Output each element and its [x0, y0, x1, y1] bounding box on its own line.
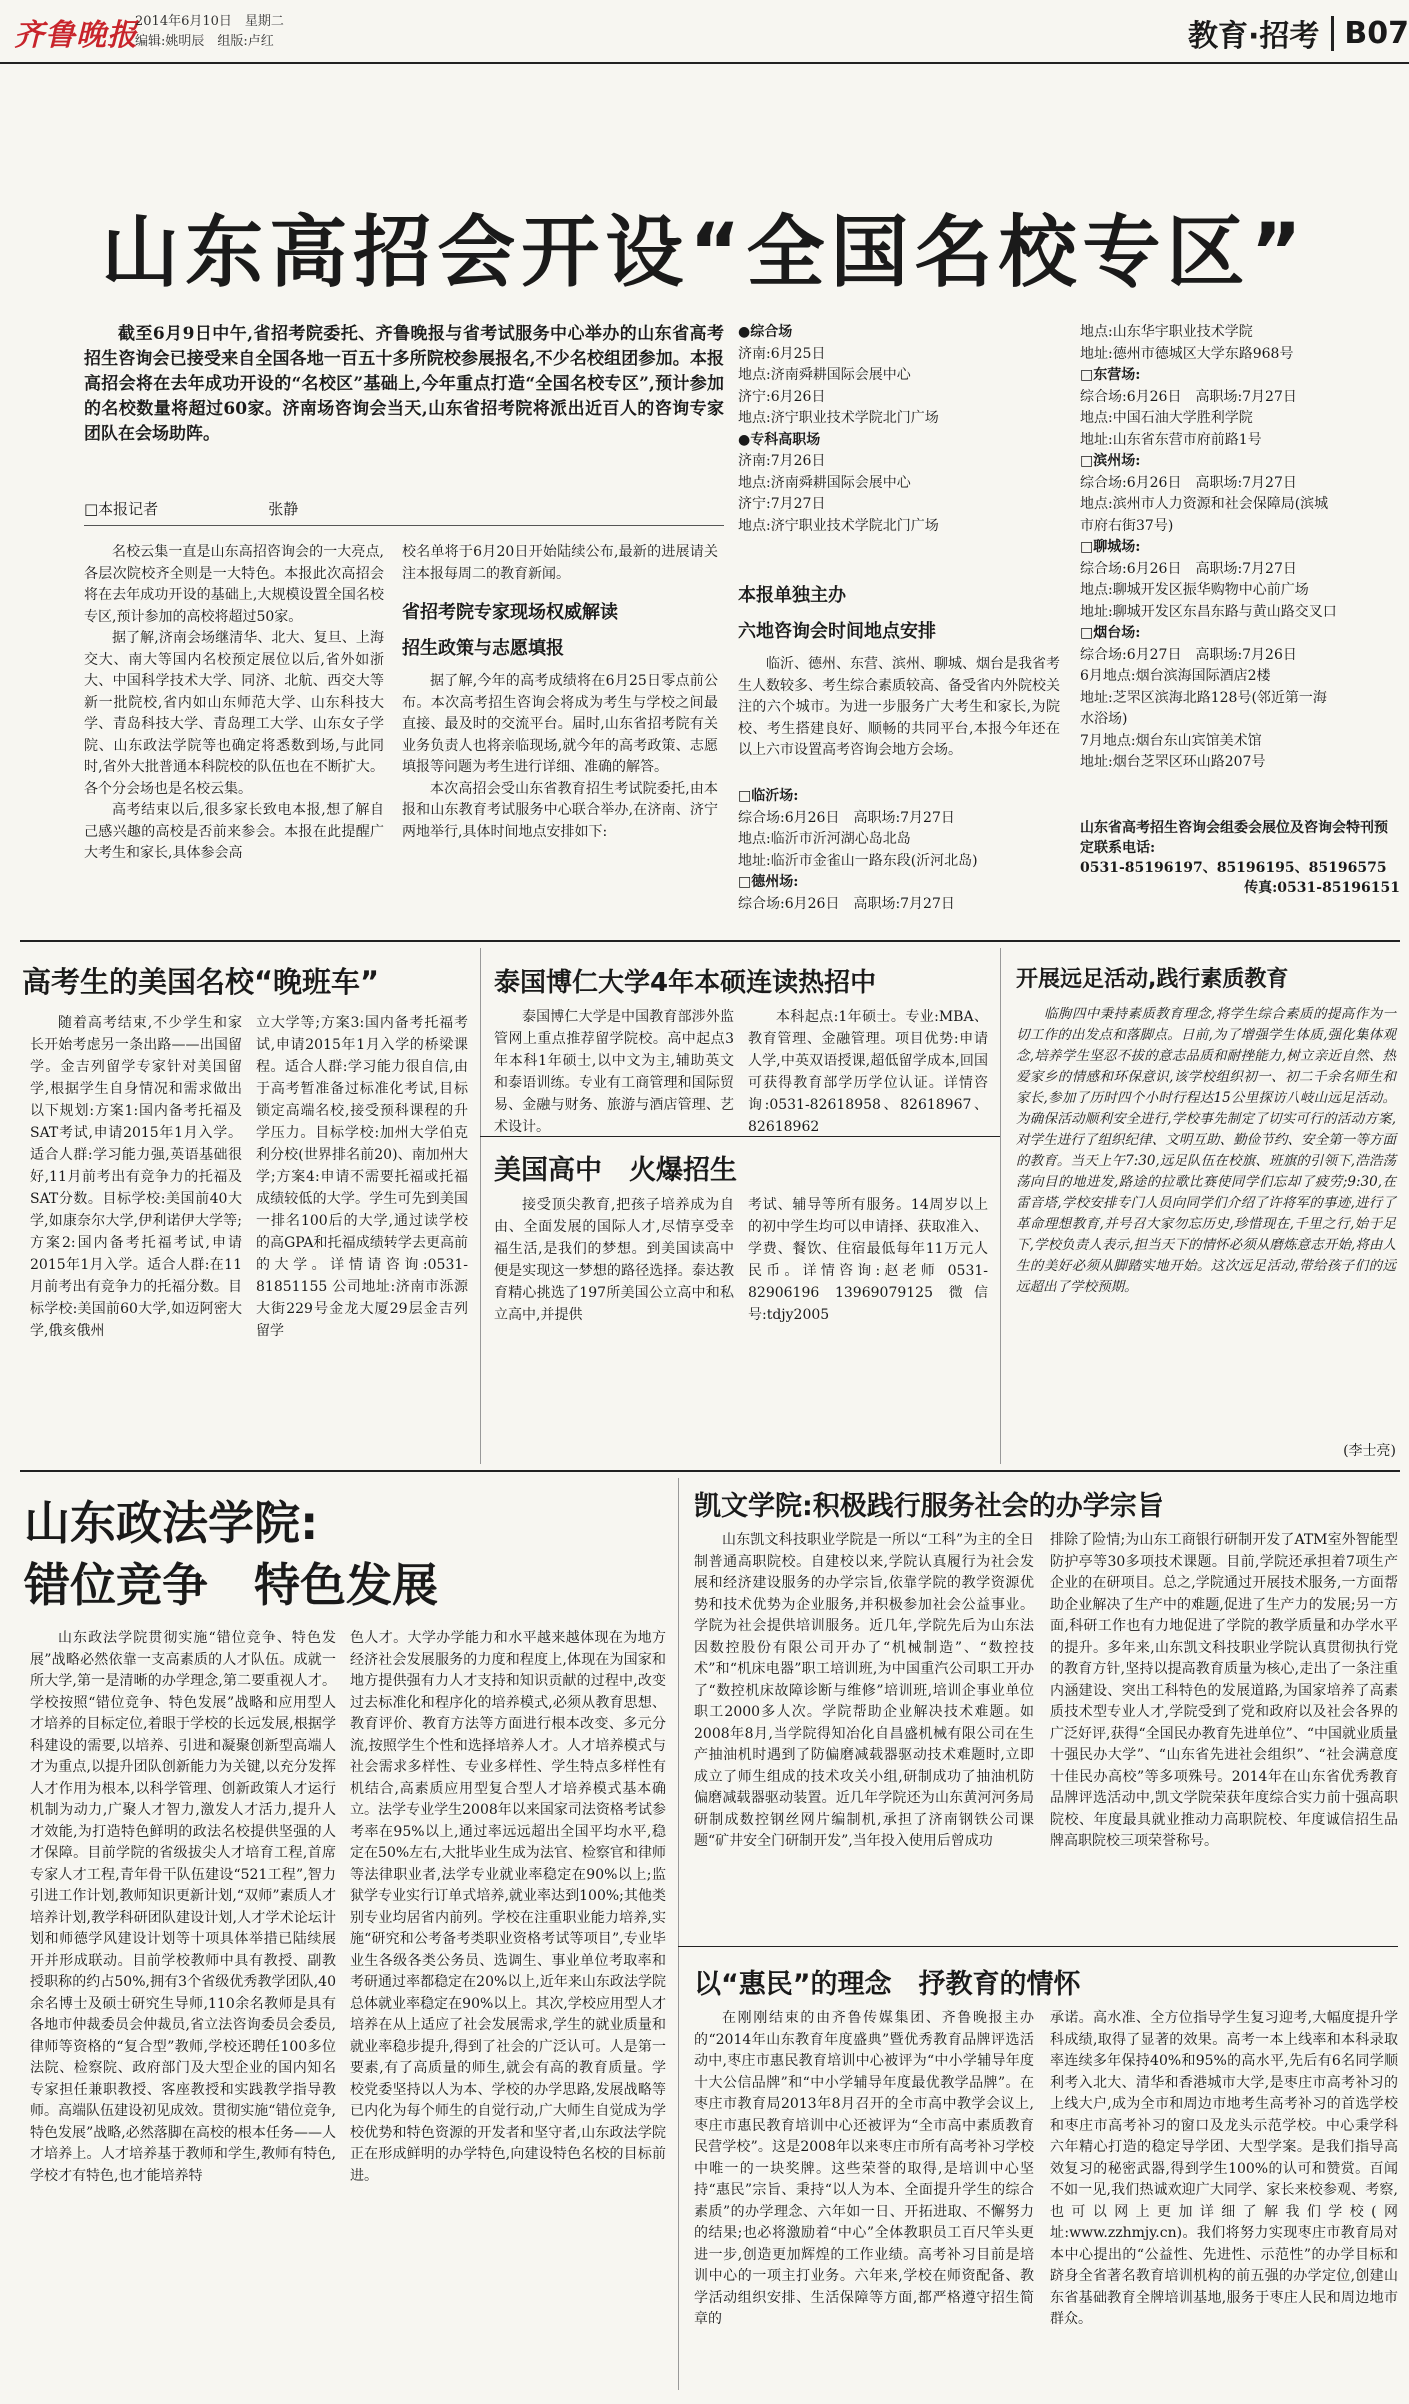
city-list-a: [738, 786, 1060, 915]
lead-headline: 山东高招会开设“全国名校专区”: [101, 208, 1308, 298]
list-item: 济宁:7月27日: [738, 496, 826, 512]
list-item: 地点:滨州市人力资源和社会保障局(滨城: [1080, 496, 1329, 512]
list-item: 济南:7月26日: [738, 453, 826, 469]
paragraph: 名校云集一直是山东高招咨询会的一大亮点,各层次院校齐全则是一大特色。本报此次高招会将在去年成功开设的基础上,大规模设置全国名校专区,预计参加的高校将超过50家。: [84, 544, 384, 625]
divider: [20, 940, 1400, 942]
list-item: 综合场:6月26日 高职场:7月27日: [1080, 388, 1297, 405]
subhead: 招生政策与志愿填报: [402, 638, 564, 659]
contact-block: [1080, 818, 1400, 898]
city-list-b: [1080, 322, 1400, 774]
subhead: 省招考院专家现场权威解读: [402, 602, 618, 623]
list-item: 地点:中国石油大学胜利学院: [1080, 410, 1253, 426]
list-item: 6月地点:烟台滨海国际酒店2楼: [1080, 668, 1271, 684]
article-column: 在刚刚结束的由齐鲁传媒集团、齐鲁晚报主办的“2014年山东教育年度盛典”暨优秀教育品牌评选活动中,枣庄市惠民教育培训中心被评为“中小学辅导年度十大公信品牌”和“中小学辅导年度最优教学品牌”。在枣庄市教育局2013年8月召开的全市高中教学会议上,枣庄市惠民教育培训中心还被评为“全市高中素质教育民营学校”。这是2008年以来枣庄市所有高考补习学校中唯一的一块奖牌。这些荣誉的取得,是培训中心坚持“惠民”宗旨、秉持“以人为本、全面提升学生的综合素质”的办学理念、六年如一日、开拓进取、不懈努力的结果;也必将激励着“中心”全体教职员工百尺竿头更进一步,创造更加辉煌的工作业绩。高考补习目前是培训中心的一项主打业务。六年来,学校在师资配备、教学活动组织安排、生活保障等方面,都严格遵守招生简章的: [694, 2010, 1034, 2327]
list-item: 地点:山东华宇职业技术学院: [1080, 324, 1253, 340]
list-item: 地点:聊城开发区振华购物中心前广场: [1080, 582, 1309, 598]
masthead-logo: 齐鲁晚报: [14, 18, 138, 53]
article-column: 山东凯文科技职业学院是一所以“工科”为主的全日制普通高职院校。自建校以来,学院认真履行为社会发展和经济建设服务的办学宗旨,依靠学院的教学资源优势和技术优势为企业服务,并积极参加社会公益事业。学院为社会提供培训服务。近几年,学院先后为山东法因数控股份有限公司开办了“机械制造”、“数控技术”和“机床电器”职工培训班,为中国重汽公司职工开办了“数控机床故障诊断与维修”培训班,培训企事业单位职工2000多人次。学院帮助企业解决技术难题。如2008年8月,当学院得知冶化自昌盛机械有限公司在生产抽油机时遇到了防偏磨减载器驱动技术难题时,立即成立了师生组成的技术攻关小组,研制成功了抽油机防偏磨减载器驱动装置。近几年学院还为山东黄河河务局研制成数控钢丝网片编制机,承担了济南钢铁公司课题“矿井安全门研制开发”,当年投入使用后曾成功: [694, 1532, 1034, 1849]
article-column: 考试、辅导等所有服务。14周岁以上的初中学生均可以申请择、获取准入、学费、餐饮、住宿最低每年11万元人民币。详情咨询:赵老师 0531-82906196 13969079125 微信号:tdjy2005: [748, 1197, 988, 1323]
section-label: [1188, 14, 1409, 52]
divider: [1000, 948, 1001, 1464]
list-item: 综合场:6月26日 高职场:7月27日: [738, 809, 955, 826]
list-heading: □临沂场:: [738, 788, 799, 804]
article-headline: 开展远足活动,践行素质教育: [1016, 967, 1289, 992]
page-number: B07: [1331, 16, 1409, 51]
article-column: 立大学等;方案3:国内备考托福考试,申请2015年1月入学的桥梁课程。适合人群:学习能力很自信,由于高考暂准备过标准化考试,目标锁定高端名校,接受预科课程的升学压力。目标学校:加州大学伯克利分校(世界排名前20)、南加州大学;方案4:申请不需要托福或托福成绩较低的大学。学生可先到美国一排名100后的大学,通过读学校的高GPA和托福成绩转学去更高前的大学。详情请咨询:0531-81851155 公司地址:济南市泺源大街229号金龙大厦29层金吉列留学: [256, 1015, 468, 1339]
article-headline: 凯文学院:积极践行服务社会的办学宗旨: [694, 1491, 1164, 1522]
list-heading: □东营场:: [1080, 367, 1141, 383]
list-item: 济南:6月25日: [738, 345, 826, 362]
section-name: 教育·招考: [1187, 19, 1320, 54]
page-header: [0, 0, 1409, 64]
exclusive-block: [738, 578, 1060, 762]
issue-date: 2014年6月10日 星期二: [135, 14, 284, 29]
paragraph: 临沂、德州、东营、滨州、聊城、烟台是我省考生人数较多、考生综合素质较高、备受省内外院校关注的六个城市。为进一步服务广大考生和家长,为院校、考生搭建良好、顺畅的共同平台,本报今年还在以上六市设置高考咨询会地方会场。: [738, 656, 1060, 758]
issue-meta: [135, 12, 284, 52]
headline-line: 错位竞争 特色发展: [24, 1558, 438, 1612]
list-item: 综合场:6月26日 高职场:7月27日: [738, 895, 955, 912]
editors-line: 编辑:姚明辰 组版:卢红: [135, 34, 274, 49]
list-heading: □德州场:: [738, 874, 799, 890]
lead-paragraph: 截至6月9日中午,省招考院委托、齐鲁晚报与省考试服务中心举办的山东省高考招生咨询会已接受来自全国各地一百五十多所院校参展报名,不少名校组团参加。本报高招会将在去年成功开设的“名校区”基础上,今年重点打造“全国名校专区”,预计参加的名校数量将超过60家。济南场咨询会当天,山东省招考院将派出近百人的咨询专家团队在会场助阵。: [84, 324, 724, 444]
list-heading: □滨州场:: [1080, 453, 1141, 469]
divider: [678, 1478, 679, 2390]
list-item: 济宁:6月26日: [738, 388, 826, 405]
list-item: 地址:聊城开发区东昌东路与黄山路交叉口: [1080, 603, 1337, 620]
list-item: 地点:济南舜耕国际会展中心: [738, 474, 911, 491]
paragraph: 校名单将于6月20日开始陆续公布,最新的进展请关注本报每周二的教育新闻。: [402, 544, 718, 582]
list-item: 地址:德州市德城区大学东路968号: [1080, 345, 1294, 362]
list-item: 综合场:6月26日 高职场:7月27日: [1080, 474, 1297, 491]
schedule-list: [738, 322, 1058, 537]
list-item: 水浴场): [1080, 711, 1128, 727]
paragraph: 据了解,济南会场继清华、北大、复旦、上海交大、南大等国内名校预定展位以后,省外如浙大、中国科学技术大学、同济、北航、西交大等新一批院校,省内如山东师范大学、山东科技大学、青岛科技大学、青岛理工大学、山东女子学院、山东政法学院等也确定将悉数到场,与此同时,省外大批普通本科院校的队伍也在不断扩大。各个分会场也是名校云集。: [84, 630, 384, 797]
byline-name: 张静: [268, 500, 299, 518]
article-column: 泰国博仁大学是中国教育部涉外监管网上重点推荐留学院校。高中起点3年本科1年硕士,以中文为主,辅助英文和泰语训练。专业有工商管理和国际贸易、金融与财务、旅游与酒店管理、艺术设计。: [494, 1009, 734, 1135]
list-heading: □烟台场:: [1080, 625, 1141, 641]
lead-column-2: [402, 542, 718, 843]
list-item: 市府右街37号): [1080, 517, 1174, 534]
subhead: 六地咨询会时间地点安排: [738, 621, 936, 642]
article-column: 本科起点:1年硕士。专业:MBA、教育管理、金融管理。项目优势:申请人学,中英双语授课,超低留学成本,回国可获得教育部学历学位认证。详情咨询:0531-82618958、82618967、82618962: [748, 1009, 988, 1135]
paragraph: 高考结束以后,很多家长致电本报,想了解自己感兴趣的高校是否前来参会。本报在此提醒广大考生和家长,具体参会高: [84, 802, 384, 861]
list-item: 综合场:6月26日 高职场:7月27日: [1080, 560, 1297, 577]
contact-fax: 传真:0531-85196151: [1244, 880, 1400, 896]
list-item: 地址:烟台芝罘区环山路207号: [1080, 754, 1266, 770]
list-heading: □聊城场:: [1080, 539, 1141, 555]
lead-column-1: [84, 542, 384, 865]
list-item: 地点:济宁职业技术学院北门广场: [738, 410, 939, 426]
list-item: 地址:临沂市金雀山一路东段(沂河北岛): [738, 852, 978, 869]
article-column: 接受顶尖教育,把孩子培养成为自由、全面发展的国际人才,尽情享受幸福生活,是我们的梦想。到美国读高中便是实现这一梦想的路径选择。泰达教育精心挑选了197所美国公立高中和私立高中,并提供: [494, 1197, 734, 1323]
subhead: 本报单独主办: [738, 585, 846, 606]
list-item: 地点:济南舜耕国际会展中心: [738, 367, 911, 383]
article-headline: 以“惠民”的理念 抒教育的情怀: [694, 1969, 1081, 2000]
article-headline: 泰国博仁大学4年本硕连读热招中: [494, 968, 877, 998]
headline-line: 山东政法学院:: [24, 1496, 319, 1550]
list-item: 地址:山东省东营市府前路1号: [1080, 431, 1262, 448]
list-heading: ●综合场: [738, 324, 793, 340]
list-item: 7月地点:烟台东山宾馆美术馆: [1080, 732, 1262, 749]
contact-title: 山东省高考招生咨询会组委会展位及咨询会特刊预定联系电话:: [1080, 820, 1388, 856]
byline: [84, 498, 724, 526]
list-heading: ●专科高职场: [738, 431, 821, 448]
article-headline: 高考生的美国名校“晚班车”: [22, 965, 380, 999]
article-body: 临朐四中秉持素质教育理念,将学生综合素质的提高作为一切工作的出发点和落脚点。日前,为了增强学生体质,强化集体观念,培养学生坚忍不拔的意志品质和耐挫能力,树立亲近自然、热爱家乡的情感和环保意识,该学校组织初一、初二千余名师生和家长,参加了历时四个小时行程达15公里探访八岐山远足活动。为确保活动顺利安全进行,学校事先制定了切实可行的活动方案,对学生进行了组织纪律、文明互助、勤俭节约、安全第一等方面的教育。当天上午7:30,远足队伍在校旗、班旗的引领下,浩浩荡荡向目的地进发,路途的拉歌比赛使同学们忘却了疲劳;9:30,在雷音塔,学校安排专门人员向同学们介绍了许将军的事迹,进行了革命理想教育,并号召大家勿忘历史,珍惜现在,千里之行,始于足下,学校负责人表示,担当天下的情怀必须从磨炼意志开始,将由人生的美好必须从脚踏实地开始。这次远足活动,带给孩子们的远远超出了学校预期。: [1016, 1006, 1396, 1295]
article-author: (李士亮): [1343, 1443, 1396, 1459]
article-column: 山东政法学院贯彻实施“错位竞争、特色发展”战略必然依靠一支高素质的人才队伍。成就一所大学,第一是清晰的办学理念,第二要重视人才。学校按照“错位竞争、特色发展”战略和应用型人才培养的目标定位,着眼于学校的长远发展,根据学科建设的需要,以培养、引进和凝聚创新型高端人才为重点,以提升团队创新能力为关键,以充分发挥人才作用为根本,以科学管理、创新政策人才运行机制为动力,广聚人才智力,激发人才活力,提升人才效能,为打造特色鲜明的政法名校提供坚强的人才保障。目前学院的省级拔尖人才培育工程,首席专家人才工程,青年骨干队伍建设“521工程”,智力引进工作计划,教师知识更新计划,“双师”素质人才培养计划,教学科研团队建设计划,人才学术论坛计划和师德学风建设计划等十项具体举措已陆续展开并形成联动。目前学校教师中具有教授、副教授职称的约占50%,拥有3个省级优秀教学团队,40余名博士及硕士研究生导师,110余名教师是具有各地市仲裁委员会仲裁员,省立法咨询委员会委员,律师等资格的“复合型”教师,学校还聘任100多位法院、检察院、政府部门及大型企业的国内知名专家担任兼职教授、客座教授和实践教学指导教师。高端队伍建设初见成效。贯彻实施“错位竞争,特色发展”战略,必然落脚在高校的根本任务——人才培养上。人才培养基于教师和学生,教师有特色,学校才有特色,也才能培养特: [30, 1630, 336, 2184]
list-item: 综合场:6月27日 高职场:7月26日: [1080, 646, 1297, 663]
article-column: 随着高考结束,不少学生和家长开始考虑另一条出路——出国留学。金吉列留学专家针对美国留学,根据学生自身情况和需求做出以下规划:方案1:国内备考托福及SAT考试,申请2015年1月入学。适合人群:学习能力强,英语基础很好,11月前考出有竞争力的托福及SAT分数。目标学校:美国前40大学,如康奈尔大学,伊利诺伊大学等;方案2:国内备考托福考试,申请2015年1月入学。适合人群:在11月前考出有竞争力的托福分数。目标学校:美国前60大学,如迈阿密大学,俄亥俄州: [30, 1015, 242, 1339]
article-headline: [24, 1492, 664, 1616]
divider: [678, 1946, 1398, 1947]
article-column: 色人才。大学办学能力和水平越来越体现在为地方经济社会发展服务的力度和程度上,体现在为国家和地方提供强有力人才支持和知识贡献的过程中,改变过去标准化和程序化的培养模式,必须从教育思想、教育评价、教育方法等方面进行根本改变、多元分流,按照学生个性和选择培养人才。人才培养模式与社会需求多样性、专业多样性、学生特点多样性有机结合,高素质应用型复合型人才培养模式基本确立。法学专业学生2008年以来国家司法资格考试参考率在95%以上,通过率远远超出全国平均水平,稳定在50%左右,大批毕业生成为法官、检察官和律师等法律职业者,法学专业就业率稳定在90%以上;监狱学专业实行订单式培养,就业率达到100%;其他类别专业均居省内前列。学校在注重职业能力培养,实施“研究和公考备考类职业资格考试等项目”,专业毕业生各级各类公务员、选调生、事业单位考取率和考研通过率都稳定在20%以上,近年来山东政法学院总体就业率稳定在90%以上。其次,学校应用型人才培养在从上适应了社会发展需求,学生的就业质量和就业率稳步提升,得到了社会的广泛认可。人是第一要素,有了高质量的师生,就会有高的教育质量。学校党委坚持以人为本、学校的办学思路,发展战略等已内化为每个师生的自觉行动,广大师生自觉成为学校优势和特色资源的开发者和坚守者,山东政法学院正在形成鲜明的办学特色,向建设特色名校的目标前进。: [350, 1630, 666, 2184]
divider: [480, 948, 481, 1464]
list-item: 地址:芝罘区滨海北路128号(邻近第一海: [1080, 689, 1327, 706]
article-headline: 美国高中 火爆招生: [494, 1155, 737, 1186]
paragraph: 据了解,今年的高考成绩将在6月25日零点前公布。本次高考招生咨询会将成为考生与学校之间最直接、最及时的交流平台。届时,山东省招考院有关业务负责人也将亲临现场,就今年的高考政策、志愿填报等问题为考生进行详细、准确的解答。: [402, 673, 718, 775]
article-column: 承诺。高水准、全方位指导学生复习迎考,大幅度提升学科成绩,取得了显著的效果。高考一本上线率和本科录取率连续多年保持40%和95%的高水平,先后有6名同学顺利考入北大、清华和香港城市大学,是枣庄市高考补习的上线大户,成为全市和周边市地考生高考补习的首选学校和枣庄市高考补习的窗口及龙头示范学校。中心秉学科六年精心打造的稳定导学团、大型学案。是我们指导高效复习的秘密武器,得到学生100%的认可和赞赏。百闻不如一见,我们热诚欢迎广大同学、家长来校参观、考察,也可以网上更加详细了解我们学校(网址:www.zzhmjy.cn)。我们将努力实现枣庄市教育局对本中心提出的“公益性、先进性、示范性”的办学目标和跻身全省著名教育培训机构的前五强的办学定位,创建山东省基础教育全牌培训基地,服务于枣庄人民和周边地市群众。: [1050, 2010, 1398, 2327]
list-item: 地点:临沂市沂河湖心岛北岛: [738, 831, 911, 847]
paragraph: 本次高招会受山东省教育招生考试院委托,由本报和山东教育考试服务中心联合举办,在济南、济宁两地举行,具体时间地点安排如下:: [402, 780, 718, 840]
article-column: 排除了险情;为山东工商银行研制开发了ATM室外智能型防护亭等30多项技术课题。目前,学院还承担着7项生产企业的在研项目。总之,学院通过开展技术服务,一方面帮助企业解决了生产中的难题,促进了生产力的发展;另一方面,科研工作也有力地促进了学院的教学质量和办学水平的提升。多年来,山东凯文科技职业学院认真贯彻执行党的教育方针,坚持以提高教育质量为核心,走出了一条注重内涵建设、突出工科特色的发展道路,为国家培养了高素质技术型专业人才,学院受到了党和政府以及社会各界的广泛好评,获得“全国民办教育先进单位”、“中国就业质量十强民办大学”、“山东省先进社会组织”、“社会满意度十佳民办高校”等多项殊号。2014年在山东省优秀教育品牌评选活动中,凯文学院荣获年度综合实力前十强高职院校、年度最具就业推动力高职院校、年度诚信招生品牌高职院校三项荣誉称号。: [1050, 1532, 1398, 1849]
list-item: 地点:济宁职业技术学院北门广场: [738, 517, 939, 534]
contact-phone: 0531-85196197、85196195、85196575: [1080, 860, 1387, 876]
divider: [20, 1470, 1400, 1472]
byline-label: □本报记者: [84, 500, 159, 518]
